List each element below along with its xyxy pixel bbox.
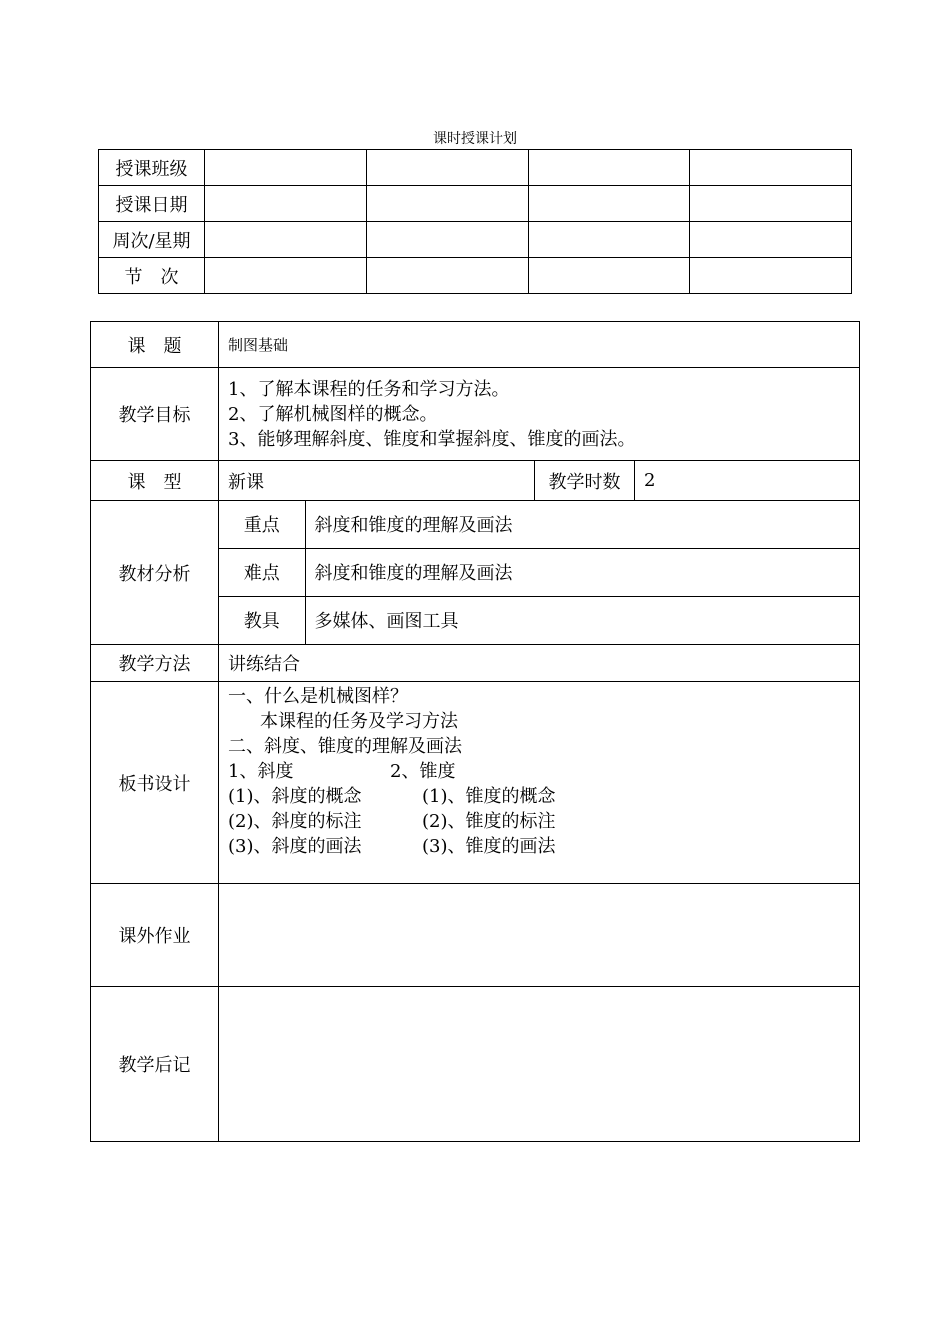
document-title: 课时授课计划 bbox=[433, 131, 517, 147]
lesson-plan-table bbox=[90, 321, 860, 1142]
topic-value: 制图基础 bbox=[219, 322, 860, 368]
schedule-cell[interactable] bbox=[366, 150, 528, 186]
analysis-row bbox=[91, 501, 860, 645]
topic-row bbox=[91, 322, 860, 368]
key-point-value: 斜度和锥度的理解及画法 bbox=[314, 515, 513, 537]
table-row bbox=[219, 596, 859, 644]
board-col-right: (2)、锥度的标注 bbox=[422, 811, 556, 832]
table-row bbox=[99, 222, 852, 258]
table-row bbox=[219, 501, 859, 548]
board-line: 二、斜度、锥度的理解及画法 bbox=[228, 736, 462, 757]
analysis-detail bbox=[219, 501, 860, 645]
board-col-left: (1)、斜度的概念 bbox=[228, 786, 362, 807]
method-label: 教学方法 bbox=[91, 645, 219, 682]
teaching-hours-label: 教学时数 bbox=[535, 461, 635, 501]
teaching-aids-label: 教具 bbox=[219, 596, 305, 644]
schedule-cell[interactable] bbox=[366, 186, 528, 222]
objectives-row bbox=[91, 368, 860, 461]
method-value: 讲练结合 bbox=[219, 645, 860, 682]
objectives-list bbox=[219, 368, 860, 461]
schedule-cell[interactable] bbox=[205, 150, 367, 186]
schedule-cell[interactable] bbox=[366, 222, 528, 258]
objectives-label: 教学目标 bbox=[91, 368, 219, 461]
board-line: 一、什么是机械图样？ bbox=[228, 686, 408, 707]
schedule-cell[interactable] bbox=[528, 222, 690, 258]
table-row bbox=[99, 150, 852, 186]
difficulty-label: 难点 bbox=[219, 548, 305, 596]
row-label: 周次/星期 bbox=[99, 222, 205, 258]
row-label: 授课日期 bbox=[99, 186, 205, 222]
schedule-cell[interactable] bbox=[690, 150, 852, 186]
teaching-hours-value: 2 bbox=[635, 461, 860, 501]
schedule-cell[interactable] bbox=[366, 258, 528, 294]
board-col-left: (3)、斜度的画法 bbox=[228, 836, 362, 857]
lesson-type-label: 课 型 bbox=[91, 461, 219, 501]
homework-label: 课外作业 bbox=[91, 884, 219, 987]
board-label: 板书设计 bbox=[91, 682, 219, 884]
notes-cell[interactable] bbox=[219, 987, 860, 1142]
board-pair bbox=[228, 809, 859, 834]
schedule-table bbox=[98, 149, 852, 294]
schedule-cell[interactable] bbox=[528, 258, 690, 294]
board-col-left: (2)、斜度的标注 bbox=[228, 811, 362, 832]
teaching-aids-value: 多媒体、画图工具 bbox=[305, 596, 859, 644]
schedule-cell[interactable] bbox=[690, 258, 852, 294]
board-col-right: 2、锥度 bbox=[390, 761, 456, 782]
board-pair bbox=[228, 784, 859, 809]
board-pair bbox=[228, 759, 859, 784]
topic-label: 课 题 bbox=[91, 322, 219, 368]
schedule-cell[interactable] bbox=[690, 186, 852, 222]
table-row bbox=[99, 258, 852, 294]
table-row bbox=[99, 186, 852, 222]
schedule-cell[interactable] bbox=[690, 222, 852, 258]
objective-item: 2、了解机械图样的概念。 bbox=[228, 403, 438, 425]
objective-item: 3、能够理解斜度、锥度和掌握斜度、锥度的画法。 bbox=[228, 428, 636, 450]
lesson-type-row bbox=[91, 461, 860, 501]
homework-row bbox=[91, 884, 860, 987]
objective-item: 1、了解本课程的任务和学习方法。 bbox=[228, 378, 510, 400]
board-line: 本课程的任务及学习方法 bbox=[260, 711, 458, 732]
schedule-cell[interactable] bbox=[205, 258, 367, 294]
board-content bbox=[219, 682, 860, 884]
lesson-type-value: 新课 bbox=[219, 461, 535, 501]
key-point-label: 重点 bbox=[219, 501, 305, 548]
method-row bbox=[91, 645, 860, 682]
schedule-cell[interactable] bbox=[528, 186, 690, 222]
analysis-label: 教材分析 bbox=[91, 501, 219, 645]
analysis-table bbox=[219, 501, 859, 644]
difficulty-value: 斜度和锥度的理解及画法 bbox=[305, 548, 859, 596]
board-col-right: (1)、锥度的概念 bbox=[422, 786, 556, 807]
notes-label: 教学后记 bbox=[91, 987, 219, 1142]
table-row bbox=[219, 548, 859, 596]
board-col-left: 1、斜度 bbox=[228, 761, 294, 782]
schedule-cell[interactable] bbox=[205, 222, 367, 258]
board-pair bbox=[228, 834, 859, 859]
homework-cell[interactable] bbox=[219, 884, 860, 987]
board-row bbox=[91, 682, 860, 884]
row-label: 授课班级 bbox=[99, 150, 205, 186]
notes-row bbox=[91, 987, 860, 1142]
row-label: 节 次 bbox=[99, 258, 205, 294]
board-col-right: (3)、锥度的画法 bbox=[422, 836, 556, 857]
schedule-cell[interactable] bbox=[528, 150, 690, 186]
schedule-cell[interactable] bbox=[205, 186, 367, 222]
